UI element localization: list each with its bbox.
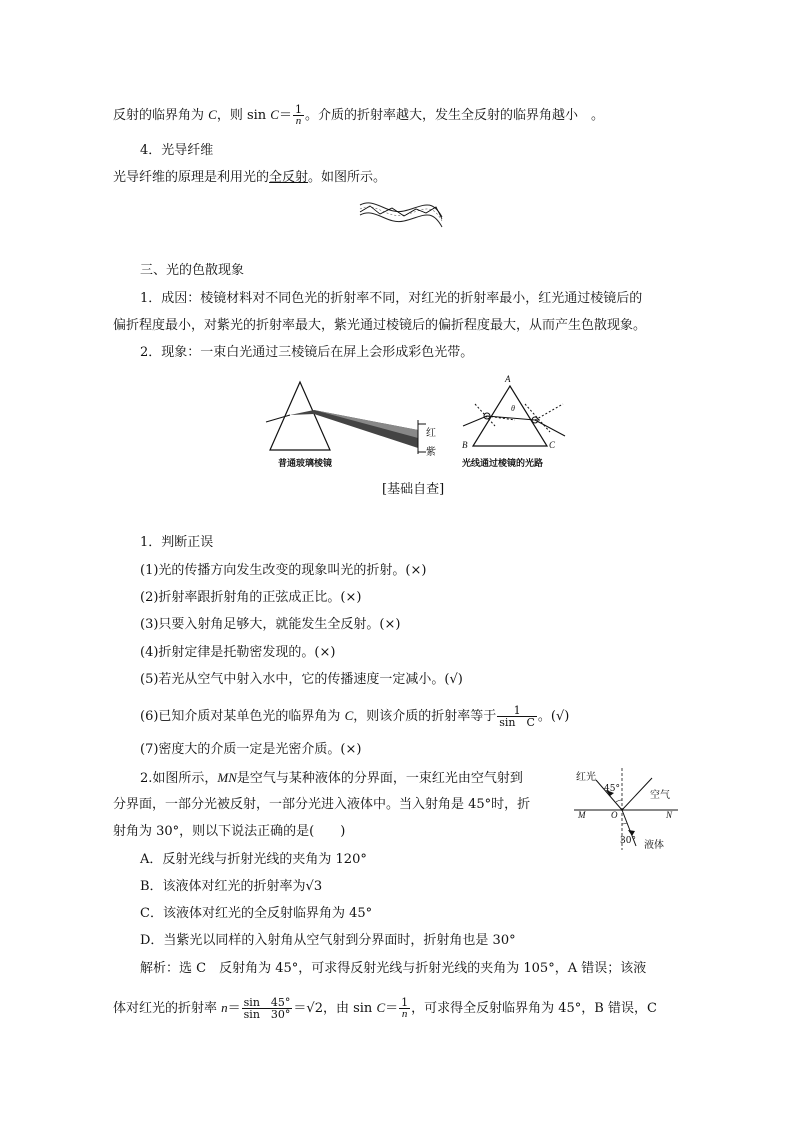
- fraction-1-over-n: $\frac{1}{n}$: [401, 996, 409, 1020]
- option-b: B．该液体对红光的折射率为√3: [140, 879, 323, 894]
- question-2-line-3: 射角为 30°，则以下说法正确的是( ): [113, 824, 346, 839]
- prism-light-path-caption: 光线通过棱镜的光路: [462, 459, 544, 469]
- fiber-text: 光导纤维的原理是利用光的全反射。如图所示。: [113, 170, 387, 185]
- vertex-c-label: C: [549, 440, 556, 450]
- question-2-line-2: 分界面，一部分光被反射，一部分光进入液体中。当入射角是 45°时，折: [113, 797, 531, 812]
- basic-check-heading: [基础自查]: [382, 482, 445, 497]
- vertex-b-label: B: [462, 440, 468, 450]
- judgment-item: (2)折射率跟折射角的正弦成正比。(×): [140, 590, 362, 605]
- fraction-sin45-over-sin30: $\frac{\sin 45^\circ}{\sin 30^\circ}$: [243, 996, 291, 1021]
- optical-fiber-figure: [356, 195, 446, 237]
- option-d: D．当紫光以同样的入射角从空气射到分界面时，折射角也是 30°: [140, 933, 516, 948]
- violet-label: 紫: [426, 447, 436, 458]
- section-3-title: 三、光的色散现象: [140, 263, 245, 278]
- angle-45-label: 45°: [604, 784, 620, 794]
- angle-30-label: 30°: [620, 836, 636, 846]
- judgment-item: (3)只要入射角足够大，就能发生全反射。(×): [140, 617, 401, 632]
- point-o-label: O: [611, 810, 618, 820]
- fraction-1-over-n: $\frac{1}{n}$: [294, 103, 302, 127]
- judgment-item: (7)密度大的介质一定是光密介质。(×): [140, 742, 362, 757]
- point-m-label: M: [578, 810, 586, 820]
- glass-prism-caption: 普通玻璃棱镜: [278, 459, 333, 469]
- glass-prism-figure: [258, 380, 448, 460]
- question-2-line-1: 2.如图所示，MN是空气与某种液体的分界面，一束红光由空气射到: [140, 770, 523, 786]
- red-light-label: 红光: [576, 772, 596, 783]
- cause-line-1: 1．成因：棱镜材料对不同色光的折射率不同，对红光的折射率最小，红光通过棱镜后的: [140, 291, 643, 306]
- red-label: 红: [426, 428, 436, 439]
- vertex-a-label: A: [505, 374, 511, 384]
- analysis-line-2: 体对红光的折射率 n＝ $\frac{\sin 45^\circ}{\sin 30^\circ}$ ＝√2，由 sin C＝ $\frac{1}{n}$ ，可求得全反射临界角为 45°，B 错误，C: [113, 996, 657, 1021]
- point-n-label: N: [666, 810, 673, 820]
- theta-label: θ: [511, 404, 515, 413]
- cause-line-2: 偏折程度最小，对紫光的折射率最大，紫光通过棱镜后的偏折程度最大，从而产生色散现象。: [113, 318, 647, 333]
- judgment-item: (5)若光从空气中射入水中，它的传播速度一定减小。(√): [140, 672, 463, 687]
- option-a: A．反射光线与折射光线的夹角为 120°: [140, 852, 367, 867]
- judgment-item: (1)光的传播方向发生改变的现象叫光的折射。(×): [140, 563, 427, 578]
- liquid-label: 液体: [644, 840, 664, 851]
- phenomenon-line: 2．现象：一束白光通过三棱镜后在屏上会形成彩色光带。: [140, 345, 474, 360]
- question-1-title: 1．判断正误: [140, 535, 214, 550]
- section-4-title: 4．光导纤维: [140, 143, 214, 158]
- fraction-1-over-sinC: $\frac{1}{\text{sin C}}$: [499, 704, 535, 729]
- judgment-item: (4)折射定律是托勒密发现的。(×): [140, 645, 336, 660]
- analysis-line-1: 解析：选 C 反射角为 45°，可求得反射光线与折射光线的夹角为 105°，A 错误；该液: [140, 961, 647, 976]
- judgment-item-6: (6)已知介质对某单色光的临界角为 C，则该介质的折射率等于 $\frac{1}{\text{sin C}}$ 。(√): [140, 704, 570, 729]
- prism-light-path-figure: [455, 380, 575, 455]
- option-c: C．该液体对红光的全反射临界角为 45°: [140, 906, 373, 921]
- air-label: 空气: [650, 790, 670, 801]
- critical-angle-line: 反射的临界角为 C，则 sin C＝ $\frac{1}{n}$ 。介质的折射率越大，发生全反射的临界角越小 。: [113, 103, 604, 127]
